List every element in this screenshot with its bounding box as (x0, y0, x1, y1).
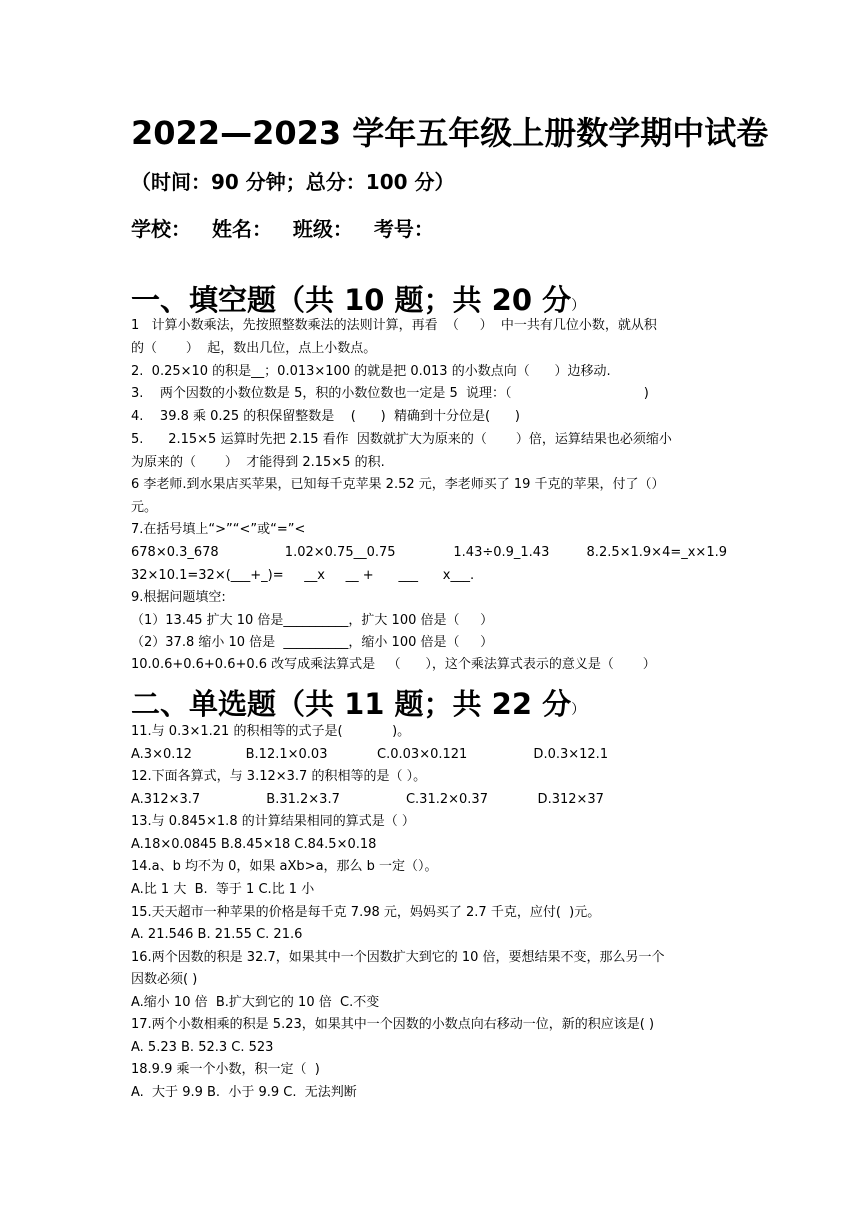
section-heading-text: 一、填空题（共 10 题；共 20 分 (131, 283, 572, 317)
section-heading-single-choice (131, 682, 585, 723)
question-line: 11.与 0.3×1.21 的积相等的式子是( )。 (131, 724, 411, 739)
question-line: A.缩小 10 倍 B.扩大到它的 10 倍 C.不变 (131, 995, 380, 1010)
question-line: 1 计算小数乘法，先按照整数乘法的法则计算，再看 （ ） 中一共有几位小数，就从积 (131, 318, 657, 333)
section-heading-tail: ） (571, 298, 586, 314)
section-heading-fill-in (131, 278, 585, 319)
question-line: 16.两个因数的积是 32.7，如果其中一个因数扩大到它的 10 倍，要想结果不变，那么另一个 (131, 950, 665, 965)
time-info: （时间：90 分钟；总分：100 分） (131, 170, 455, 194)
question-line: 10.0.6+0.6+0.6+0.6 改写成乘法算式是 （ ），这个乘法算式表示的意义是（ ） (131, 657, 656, 672)
question-line: 17.两个小数相乘的积是 5.23，如果其中一个因数的小数点向右移动一位，新的积应该是( ) (131, 1017, 655, 1032)
question-line: A.18×0.0845 B.8.45×18 C.84.5×0.18 (131, 837, 377, 852)
question-line: 2. 0.25×10 的积是__；0.013×100 的就是把 0.013 的小数点向（ ）边移动. (131, 364, 611, 379)
question-line: 678×0.3_678 1.02×0.75__0.75 1.43÷0.9_1.43 8.2.5×1.9×4=_x×1.9 (131, 545, 728, 560)
question-line: （2）37.8 缩小 10 倍是 __________，缩小 100 倍是（ ） (131, 635, 494, 650)
page-title: 2022—2023 学年五年级上册数学期中试卷 (131, 114, 769, 152)
question-line: 7.在括号填上“>”“<”或“=”< (131, 522, 306, 537)
student-info-line: 学校： 姓名： 班级： 考号： (131, 217, 434, 241)
question-line: A. 21.546 B. 21.55 C. 21.6 (131, 927, 303, 942)
question-line: A.312×3.7 B.31.2×3.7 C.31.2×0.37 D.312×37 (131, 792, 604, 807)
question-line: 为原来的（ ） 才能得到 2.15×5 的积. (131, 455, 385, 470)
question-line: A. 5.23 B. 52.3 C. 523 (131, 1040, 274, 1055)
question-line: 5. 2.15×5 运算时先把 2.15 看作 因数就扩大为原来的（ ）倍，运算结果也必须缩小 (131, 432, 672, 447)
question-line: A. 大于 9.9 B. 小于 9.9 C. 无法判断 (131, 1085, 357, 1100)
question-line: 因数必须( ) (131, 972, 198, 987)
question-line: 32×10.1=32×(___+_)= __x __ + ___ x___. (131, 568, 475, 583)
question-line: 6 李老师.到水果店买苹果，已知每千克苹果 2.52 元，李老师买了 19 千克的苹果，付了（） (131, 477, 665, 492)
question-line: 14.a、b 均不为 0，如果 aXb>a，那么 b 一定（）。 (131, 859, 438, 874)
question-line: A.3×0.12 B.12.1×0.03 C.0.03×0.121 D.0.3×12.1 (131, 747, 609, 762)
question-line: 18.9.9 乘一个小数，积一定（ ) (131, 1062, 320, 1077)
question-line: 12.下面各算式，与 3.12×3.7 的积相等的是（ ）。 (131, 769, 427, 784)
question-line: （1）13.45 扩大 10 倍是__________，扩大 100 倍是（ ） (131, 613, 494, 628)
question-line: 3. 两个因数的小数位数是 5，积的小数位数也一定是 5 说理：（ ) (131, 386, 649, 401)
question-line: A.比 1 大 B. 等于 1 C.比 1 小 (131, 882, 315, 897)
question-line: 9.根据问题填空: (131, 590, 226, 605)
section-heading-tail: ） (571, 702, 586, 718)
question-line: 4. 39.8 乘 0.25 的积保留整数是 ( ) 精确到十分位是( ) (131, 409, 520, 424)
question-line: 15.天天超市一种苹果的价格是每千克 7.98 元，妈妈买了 2.7 千克，应付( )元。 (131, 905, 601, 920)
section-heading-text: 二、单选题（共 11 题；共 22 分 (131, 687, 572, 721)
question-line: 的（ ） 起，数出几位，点上小数点。 (131, 341, 377, 356)
question-line: 元。 (131, 500, 158, 515)
question-line: 13.与 0.845×1.8 的计算结果相同的算式是（ ） (131, 814, 415, 829)
